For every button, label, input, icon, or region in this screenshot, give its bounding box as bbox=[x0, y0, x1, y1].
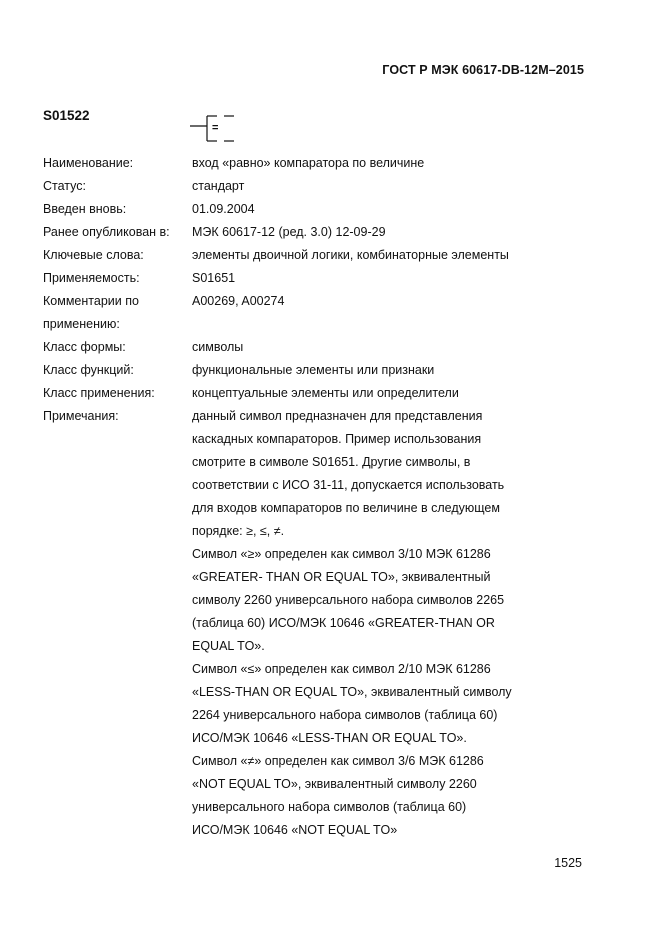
field-value: элементы двоичной логики, комбинаторные элементы bbox=[192, 248, 509, 262]
notes-line: EQUAL TO». bbox=[192, 639, 265, 653]
field-value: концептуальные элементы или определители bbox=[192, 386, 459, 400]
field-value: МЭК 60617-12 (ред. 3.0) 12-09-29 bbox=[192, 225, 386, 239]
symbol-glyph: = bbox=[212, 122, 219, 134]
field-value: A00269, A00274 bbox=[192, 294, 285, 308]
field-label: Класс применения: bbox=[43, 386, 155, 400]
field-row-application-class bbox=[43, 382, 563, 405]
notes-line: «GREATER- THAN OR EQUAL TO», эквивалентный bbox=[192, 570, 491, 584]
symbol-code: S01522 bbox=[43, 108, 90, 123]
notes-line: (таблица 60) ИСО/МЭК 10646 «GREATER-THAN OR bbox=[192, 616, 495, 630]
notes-line: Символ «≠» определен как символ 3/6 МЭК 61286 bbox=[192, 754, 484, 768]
notes-label: Примечания: bbox=[43, 409, 119, 423]
document-header: ГОСТ Р МЭК 60617-DB-12M–2015 bbox=[382, 63, 584, 77]
field-value: символы bbox=[192, 340, 244, 354]
notes-line: порядке: ≥, ≤, ≠. bbox=[192, 524, 285, 538]
field-row-keywords bbox=[43, 244, 563, 267]
field-value bbox=[192, 313, 563, 336]
field-row-introduced bbox=[43, 198, 563, 221]
field-value: стандарт bbox=[192, 179, 245, 193]
field-label: применению: bbox=[43, 317, 120, 331]
notes-line: универсального набора символов (таблица 60) bbox=[192, 800, 467, 814]
notes-line: соответствии с ИСО 31-11, допускается использовать bbox=[192, 478, 505, 492]
notes-line: «NOT EQUAL TO», эквивалентный символу 2260 bbox=[192, 777, 477, 791]
field-row-application-comments bbox=[43, 290, 563, 313]
field-row-previously-published bbox=[43, 221, 563, 244]
notes-line: «LESS-THAN OR EQUAL TO», эквивалентный символу bbox=[192, 685, 512, 699]
notes-line: 2264 универсального набора символов (таблица 60) bbox=[192, 708, 498, 722]
field-label: Статус: bbox=[43, 179, 86, 193]
field-value: S01651 bbox=[192, 271, 236, 285]
field-row-notes bbox=[43, 405, 563, 842]
notes-line: ИСО/МЭК 10646 «LESS-THAN OR EQUAL TO». bbox=[192, 731, 467, 745]
field-label: Ранее опубликован в: bbox=[43, 225, 170, 239]
field-row-shape-class bbox=[43, 336, 563, 359]
field-row-name bbox=[43, 152, 563, 175]
field-value: вход «равно» компаратора по величине bbox=[192, 156, 425, 170]
field-label: Применяемость: bbox=[43, 271, 140, 285]
field-label: Класс формы: bbox=[43, 340, 126, 354]
notes-line: для входов компараторов по величине в следующем bbox=[192, 501, 500, 515]
field-row-applicability bbox=[43, 267, 563, 290]
field-label: Ключевые слова: bbox=[43, 248, 144, 262]
notes-line: ИСО/МЭК 10646 «NOT EQUAL TO» bbox=[192, 823, 398, 837]
notes-line: данный символ предназначен для представления bbox=[192, 409, 483, 423]
field-row-status bbox=[43, 175, 563, 198]
field-value: функциональные элементы или признаки bbox=[192, 363, 435, 377]
field-label: Введен вновь: bbox=[43, 202, 127, 216]
comparator-equal-input-symbol bbox=[190, 110, 250, 144]
notes-line: Символ «≤» определен как символ 2/10 МЭК 61286 bbox=[192, 662, 491, 676]
notes-line: каскадных компараторов. Пример использования bbox=[192, 432, 482, 446]
field-label: Класс функций: bbox=[43, 363, 134, 377]
field-label: Комментарии по bbox=[43, 294, 139, 308]
notes-line: смотрите в символе S01651. Другие символы, в bbox=[192, 455, 471, 469]
symbol-attributes bbox=[43, 152, 563, 842]
page-number: 1525 bbox=[554, 856, 582, 870]
field-row-function-class bbox=[43, 359, 563, 382]
notes-line: символу 2260 универсального набора символов 2265 bbox=[192, 593, 505, 607]
field-row-application-comments-cont bbox=[43, 313, 563, 336]
notes-line: Символ «≥» определен как символ 3/10 МЭК 61286 bbox=[192, 547, 491, 561]
field-label: Наименование: bbox=[43, 156, 134, 170]
field-value: 01.09.2004 bbox=[192, 202, 255, 216]
notes-text bbox=[192, 405, 563, 842]
